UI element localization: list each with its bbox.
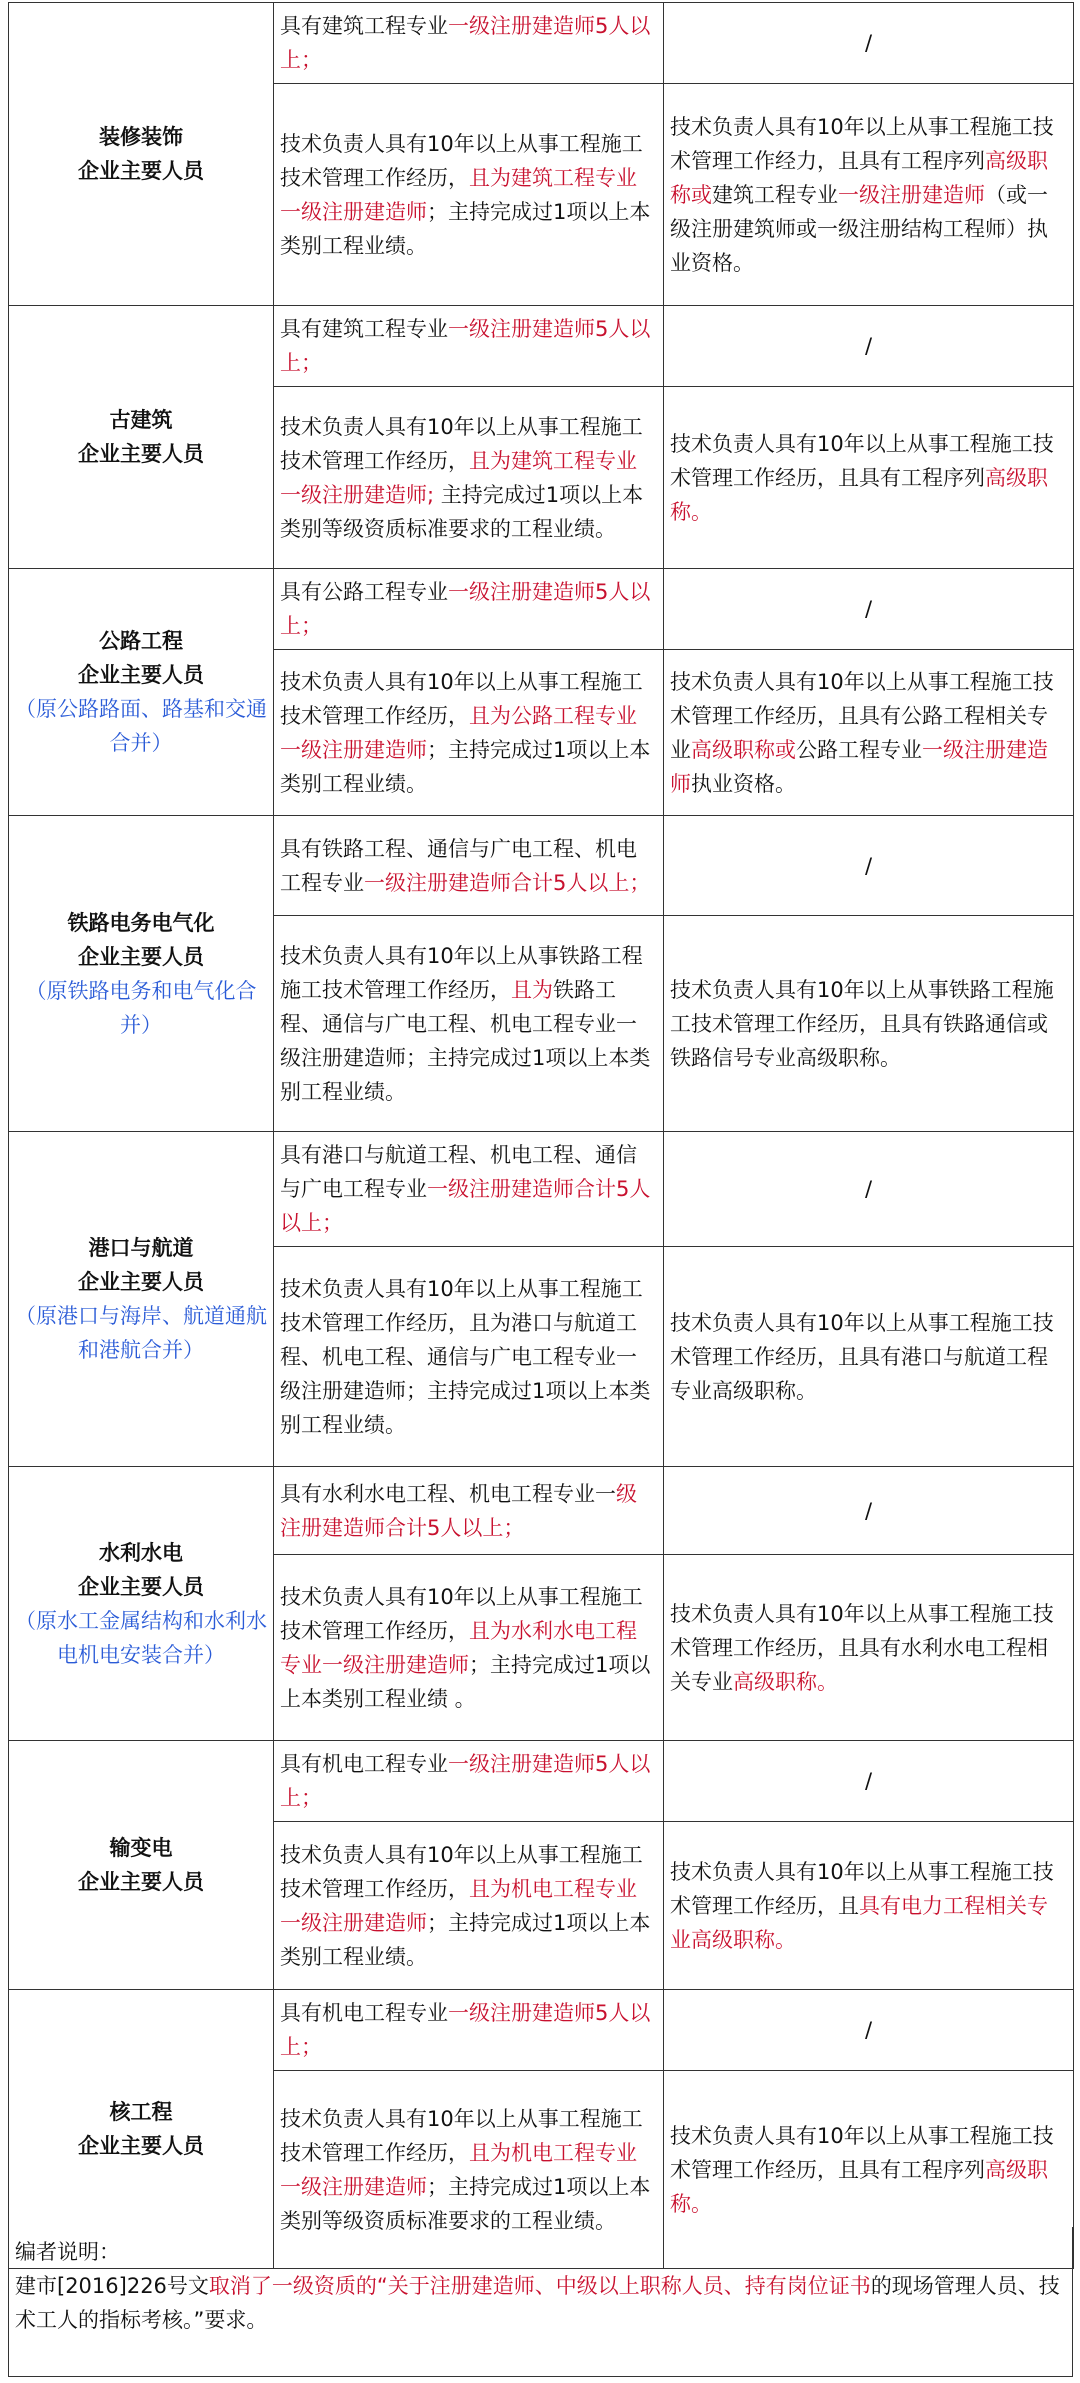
table-row — [9, 1132, 1074, 1247]
text-run: 技术负责人具有10年以上从事工程施工技术管理工作经历，且为港口与航道工程、机电工程、通信与广电工程专业一级注册建造师；主持完成过1项以上本类别工程业绩。 — [280, 1276, 651, 1437]
category-label: 企业主要人员 — [78, 1574, 204, 1599]
table-row — [9, 3, 1074, 84]
text-run: 技术负责人具有10年以上从事铁路工程施工技术管理工作经历， — [280, 943, 643, 1002]
text-run: 技术负责人具有10年以上从事工程施工技术管理工作经力，且具有工程序列 — [670, 114, 1054, 173]
text-run: 技术负责人具有10年以上从事工程施工技术管理工作经历，且具有公路工程相关专业 — [670, 669, 1054, 762]
registered-builder-requirement — [274, 1132, 664, 1247]
technical-lead-requirement-new — [664, 1822, 1074, 1990]
highlighted-text: 一级注册建造师合计5人以上； — [364, 870, 651, 895]
category-label: 企业主要人员 — [78, 1870, 204, 1894]
editor-note-body — [15, 2269, 1066, 2337]
highlighted-text: 高级职称或 — [691, 737, 796, 762]
text-run: 技术负责人具有10年以上从事工程施工技术管理工作经历， — [280, 1842, 643, 1901]
category-label: 企业主要人员 — [78, 663, 204, 687]
text-run: 建市[2016]226号文 — [15, 2274, 209, 2298]
table-row — [9, 306, 1074, 387]
merge-note: （原港口与海岸、航道通航和港航合并） — [15, 1304, 267, 1362]
highlighted-text: 且为 — [511, 977, 553, 1002]
text-run: 技术负责人具有10年以上从事工程施工技术管理工作经历， — [280, 1584, 643, 1643]
text-run: 执业资格。 — [691, 771, 796, 796]
highlighted-text: 高级职称。 — [670, 2157, 1048, 2216]
table-row — [9, 816, 1074, 916]
technical-lead-requirement-new — [664, 916, 1074, 1132]
text-run: ；主持完成过1项以上本类别工程业绩。 — [280, 199, 651, 258]
text-run: 具有机电工程专业 — [280, 2001, 448, 2025]
editor-note — [8, 2227, 1073, 2377]
text-run: 技术负责人具有10年以上从事工程施工技术管理工作经历，且具有港口与航道工程专业高级职称。 — [670, 1310, 1054, 1403]
highlighted-text: 高级职称。 — [733, 1669, 838, 1694]
highlighted-text: 级注册建造师合计5人以上； — [280, 1481, 637, 1540]
registered-builder-requirement — [274, 569, 664, 650]
category-label: 铁路电务电气化 — [67, 910, 215, 935]
text-run: 主持完成过1项以上本类别等级资质标准要求的工程业绩。 — [280, 482, 644, 541]
highlighted-text: 具有电力工程相关专业高级职称。 — [670, 1893, 1048, 1952]
registered-builder-requirement — [274, 1467, 664, 1555]
category-cell — [9, 816, 274, 1132]
registered-builder-requirement — [274, 1741, 664, 1822]
highlighted-text: 一级注册建造师 — [838, 182, 985, 207]
category-cell — [9, 1467, 274, 1741]
text-run: 具有公路工程专业 — [280, 580, 448, 604]
category-label: 装修装饰 — [99, 125, 183, 149]
category-label: 水利水电 — [99, 1540, 183, 1565]
highlighted-text: 且为机电工程专业一级注册建造师 — [280, 2140, 637, 2199]
text-run: 技术负责人具有10年以上从事工程施工技术管理工作经历， — [280, 414, 643, 473]
technical-lead-requirement-old — [274, 1247, 664, 1467]
technical-lead-requirement-new — [664, 1555, 1074, 1741]
new-standard-cell: / — [664, 1741, 1074, 1822]
category-cell — [9, 306, 274, 569]
highlighted-text: 一级注册建造师5人以上； — [280, 580, 651, 638]
category-cell — [9, 3, 274, 306]
category-label: 港口与航道 — [88, 1236, 194, 1260]
merge-note: （原公路路面、路基和交通合并） — [15, 697, 267, 755]
highlighted-text: 且为公路工程专业一级注册建造师 — [280, 703, 637, 762]
new-standard-cell: / — [664, 569, 1074, 650]
table-row — [9, 1467, 1074, 1555]
category-label: 古建筑 — [109, 408, 173, 432]
highlighted-text: 高级职称。 — [670, 465, 1048, 524]
registered-builder-requirement — [274, 1990, 664, 2071]
technical-lead-requirement-old — [274, 1822, 664, 1990]
text-run: 具有建筑工程专业 — [280, 14, 448, 38]
text-run: 技术负责人具有10年以上从事工程施工技术管理工作经历，且具有水利水电工程相关专业 — [670, 1601, 1054, 1694]
highlighted-text: 且为水利水电工程专业一级注册建造师 — [280, 1618, 637, 1677]
text-run: 具有建筑工程专业 — [280, 317, 448, 341]
registered-builder-requirement — [274, 3, 664, 84]
new-standard-cell: / — [664, 1990, 1074, 2071]
text-run: ；主持完成过1项以上本类别等级资质标准要求的工程业绩。 — [280, 2174, 651, 2233]
text-run: （或一级注册建筑师或一级注册结构工程师）执业资格。 — [670, 182, 1048, 275]
technical-lead-requirement-old — [274, 84, 664, 306]
highlighted-text: 取消了一级资质的“关于注册建造师、中级以上职称人员、持有岗位证书 — [208, 2274, 871, 2298]
new-standard-cell: / — [664, 1467, 1074, 1555]
text-run: 具有铁路工程、通信与广电工程、机电工程专业 — [280, 836, 637, 895]
highlighted-text: 且为机电工程专业一级注册建造师 — [280, 1876, 637, 1935]
highlighted-text: 一级注册建造师5人以上； — [280, 317, 651, 375]
category-label: 企业主要人员 — [78, 1270, 204, 1294]
highlighted-text: 一级注册建造师5人以上； — [280, 14, 651, 72]
new-standard-cell: / — [664, 1132, 1074, 1247]
registered-builder-requirement — [274, 306, 664, 387]
new-standard-cell: / — [664, 3, 1074, 84]
highlighted-text: 且为建筑工程专业一级注册建造师; — [280, 448, 637, 507]
category-label: 企业主要人员 — [78, 2134, 204, 2158]
text-run: 的现场管理人员、技术工人的指标考核。”要求。 — [15, 2274, 1060, 2332]
text-run: ；主持完成过1项以上本类别工程业绩。 — [280, 1910, 651, 1969]
highlighted-text: 一级注册建造师合计5人以上； — [280, 1177, 651, 1235]
technical-lead-requirement-old — [274, 650, 664, 816]
text-run: ；主持完成过1项以上本类别工程业绩。 — [280, 737, 651, 796]
text-run: 铁路工程、通信与广电工程、机电工程专业一级注册建造师；主持完成过1项以上本类别工程业绩。 — [280, 977, 651, 1104]
highlighted-text: 且为建筑工程专业一级注册建造师 — [280, 165, 637, 224]
text-run: 技术负责人具有10年以上从事工程施工技术管理工作经历， — [280, 2106, 643, 2165]
qualification-table — [8, 2, 1074, 2269]
highlighted-text: 一级注册建造师5人以上； — [280, 2001, 651, 2059]
text-run: 技术负责人具有10年以上从事工程施工技术管理工作经历，且具有工程序列 — [670, 2123, 1054, 2182]
category-label: 企业主要人员 — [78, 944, 204, 969]
text-run: 建筑工程专业 — [712, 182, 838, 207]
technical-lead-requirement-new — [664, 1247, 1074, 1467]
technical-lead-requirement-new — [664, 387, 1074, 569]
text-run: 技术负责人具有10年以上从事工程施工技术管理工作经历， — [280, 669, 643, 728]
text-run: 具有机电工程专业 — [280, 1752, 448, 1776]
table-row — [9, 569, 1074, 650]
text-run: 具有水利水电工程、机电工程专业一 — [280, 1481, 616, 1506]
text-run: 具有港口与航道工程、机电工程、通信与广电工程专业 — [280, 1143, 637, 1201]
new-standard-cell: / — [664, 816, 1074, 916]
highlighted-text: 高级职称或 — [670, 148, 1048, 207]
category-label: 企业主要人员 — [78, 159, 204, 183]
text-run: 技术负责人具有10年以上从事工程施工技术管理工作经历，且具有工程序列 — [670, 431, 1054, 490]
text-run: 技术负责人具有10年以上从事工程施工技术管理工作经历，且 — [670, 1859, 1054, 1918]
editor-note-title: 编者说明： — [15, 2240, 120, 2264]
highlighted-text: 一级注册建造师 — [670, 737, 1048, 796]
category-cell — [9, 1132, 274, 1467]
text-run: 技术负责人具有10年以上从事工程施工技术管理工作经历， — [280, 131, 643, 190]
table-row — [9, 1741, 1074, 1822]
technical-lead-requirement-old — [274, 916, 664, 1132]
technical-lead-requirement-old — [274, 1555, 664, 1741]
merge-note: （原铁路电务和电气化合并） — [25, 978, 257, 1037]
text-run: 公路工程专业 — [796, 737, 922, 762]
table-row — [9, 1990, 1074, 2071]
category-cell — [9, 1741, 274, 1990]
category-cell — [9, 569, 274, 816]
technical-lead-requirement-new — [664, 650, 1074, 816]
category-label: 输变电 — [109, 1836, 173, 1860]
registered-builder-requirement — [274, 816, 664, 916]
category-label: 企业主要人员 — [78, 442, 204, 466]
text-run: ；主持完成过1项以上本类别工程业绩 。 — [280, 1652, 651, 1711]
category-label: 公路工程 — [99, 629, 183, 653]
technical-lead-requirement-old — [274, 387, 664, 569]
highlighted-text: 一级注册建造师5人以上； — [280, 1752, 651, 1810]
new-standard-cell: / — [664, 306, 1074, 387]
technical-lead-requirement-new — [664, 84, 1074, 306]
text-run: 技术负责人具有10年以上从事铁路工程施工技术管理工作经历，且具有铁路通信或铁路信号专业高级职称。 — [670, 977, 1054, 1070]
merge-note: （原水工金属结构和水利水电机电安装合并） — [15, 1608, 267, 1667]
category-label: 核工程 — [109, 2100, 173, 2124]
